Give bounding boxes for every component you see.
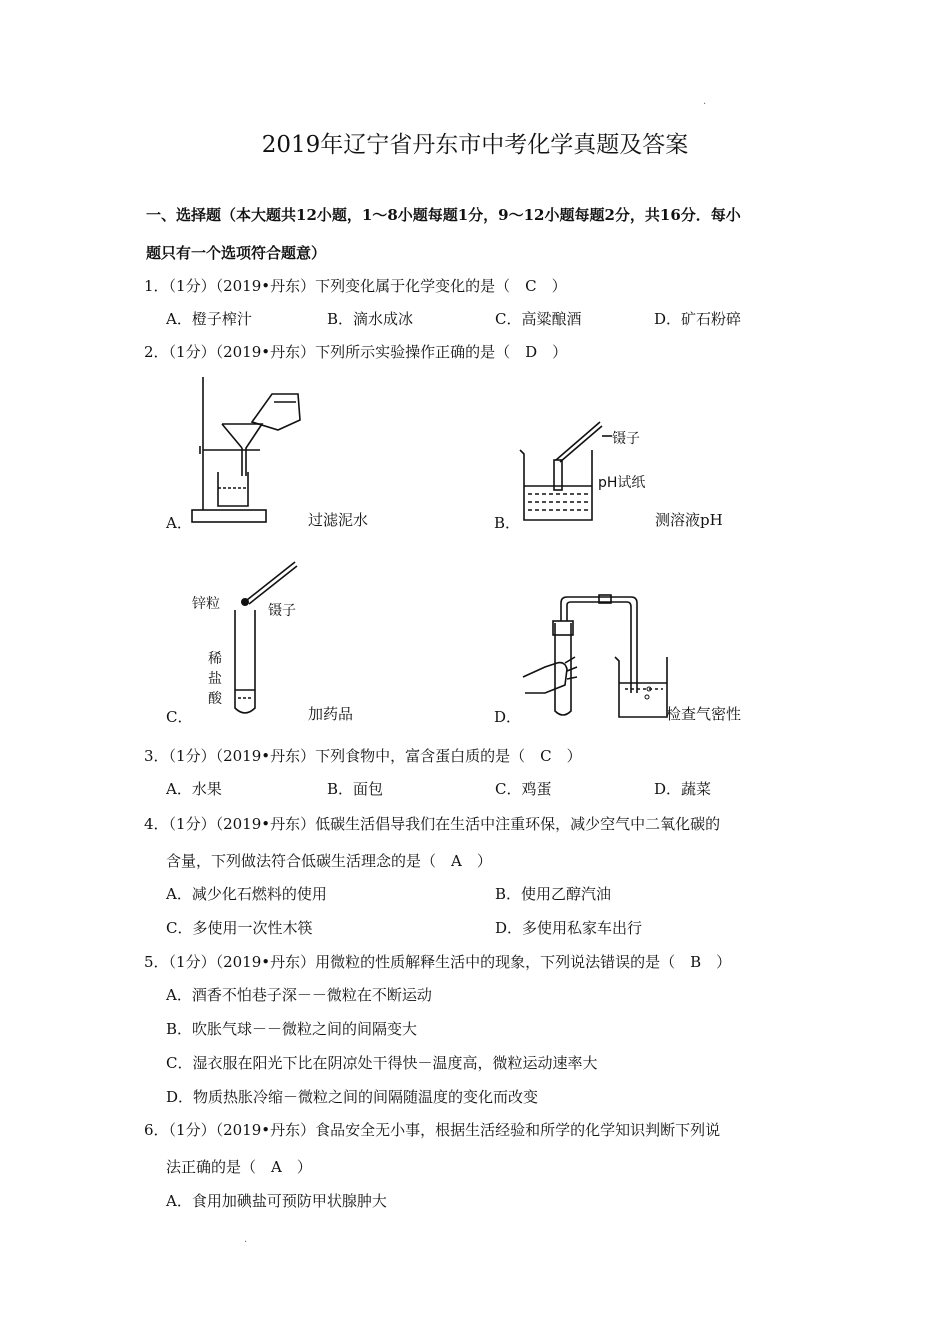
figure-c-label-tweezers: 镊子 (268, 603, 296, 619)
figure-b-letter: B． (494, 514, 521, 532)
question-4-option-d: D．多使用私家车出行 (495, 919, 643, 937)
question-5-stem: 5．（1分）（2019•丹东）用微粒的性质解释生活中的现象，下列说法错误的是（ B ） (144, 953, 732, 971)
question-4-option-c: C．多使用一次性木筷 (166, 919, 313, 937)
question-2-stem: 2．（1分）（2019•丹东）下列所示实验操作正确的是（ D ） (144, 343, 568, 361)
figure-d-caption: 检查气密性 (666, 705, 742, 723)
figure-c-label-zinc: 锌粒 (192, 596, 220, 612)
section-heading-line2: 题只有一个选项符合题意） (146, 244, 327, 262)
question-6-option-a: A．食用加碘盐可预防甲状腺肿大 (166, 1192, 387, 1210)
figure-a-letter: A． (166, 514, 192, 532)
figure-d-letter: D． (494, 708, 522, 726)
question-1-option-c: C．高粱酿酒 (495, 310, 582, 328)
figure-b-label-ph-paper: pH试纸 (598, 475, 646, 491)
question-4-option-a: A．减少化石燃料的使用 (166, 885, 327, 903)
question-4-stem-line2: 含量，下列做法符合低碳生活理念的是（ A ） (166, 852, 492, 870)
question-5-option-a: A．酒香不怕巷子深－－微粒在不断运动 (166, 986, 432, 1004)
figure-c-caption: 加药品 (308, 705, 354, 723)
question-1-option-d: D．矿石粉碎 (654, 310, 742, 328)
question-5-option-b: B．吹胀气球－－微粒之间的间隔变大 (166, 1020, 418, 1038)
figure-a-filtration (190, 372, 310, 527)
question-5-option-d: D．物质热胀冷缩－微粒之间的间隔随温度的变化而改变 (166, 1088, 539, 1106)
question-3-option-c: C．鸡蛋 (495, 780, 552, 798)
question-6-stem-line2: 法正确的是（ A ） (166, 1158, 312, 1176)
figure-c-label-dilute-1: 稀 (208, 651, 222, 667)
question-4-stem-line1: 4．（1分）（2019•丹东）低碳生活倡导我们在生活中注重环保，减少空气中二氧化碳的 (144, 815, 721, 833)
question-4-option-b: B．使用乙醇汽油 (495, 885, 612, 903)
figure-b-caption: 测溶液pH (655, 511, 723, 529)
question-3-option-b: B．面包 (327, 780, 384, 798)
page-title: 2019年辽宁省丹东市中考化学真题及答案 (261, 132, 689, 158)
figure-c-letter: C． (166, 708, 193, 726)
question-3-stem: 3．（1分）（2019•丹东）下列食物中，富含蛋白质的是（ C ） (144, 747, 582, 765)
figure-c-label-dilute-2: 盐 (208, 671, 222, 687)
figure-c-label-dilute-3: 酸 (208, 691, 222, 707)
top-dot: . (703, 96, 707, 107)
question-1-option-a: A．橙子榨汁 (166, 310, 252, 328)
question-6-stem-line1: 6．（1分）（2019•丹东）食品安全无小事，根据生活经验和所学的化学知识判断下列说 (144, 1121, 721, 1139)
figure-b-label-tweezers: 镊子 (612, 431, 640, 447)
question-3-option-a: A．水果 (166, 780, 222, 798)
figure-c-adding-zinc (225, 560, 305, 720)
bottom-dot: . (244, 1234, 248, 1245)
question-5-option-c: C．湿衣服在阳光下比在阴凉处干得快－温度高，微粒运动速率大 (166, 1054, 598, 1072)
figure-a-caption: 过滤泥水 (308, 511, 369, 529)
question-1-stem: 1．（1分）（2019•丹东）下列变化属于化学变化的是（ C ） (144, 277, 567, 295)
question-3-option-d: D．蔬菜 (654, 780, 712, 798)
question-1-option-b: B．滴水成冰 (327, 310, 414, 328)
section-heading-line1: 一、选择题（本大题共12小题，1～8小题每题1分，9～12小题每题2分，共16分．每小 (146, 206, 741, 224)
